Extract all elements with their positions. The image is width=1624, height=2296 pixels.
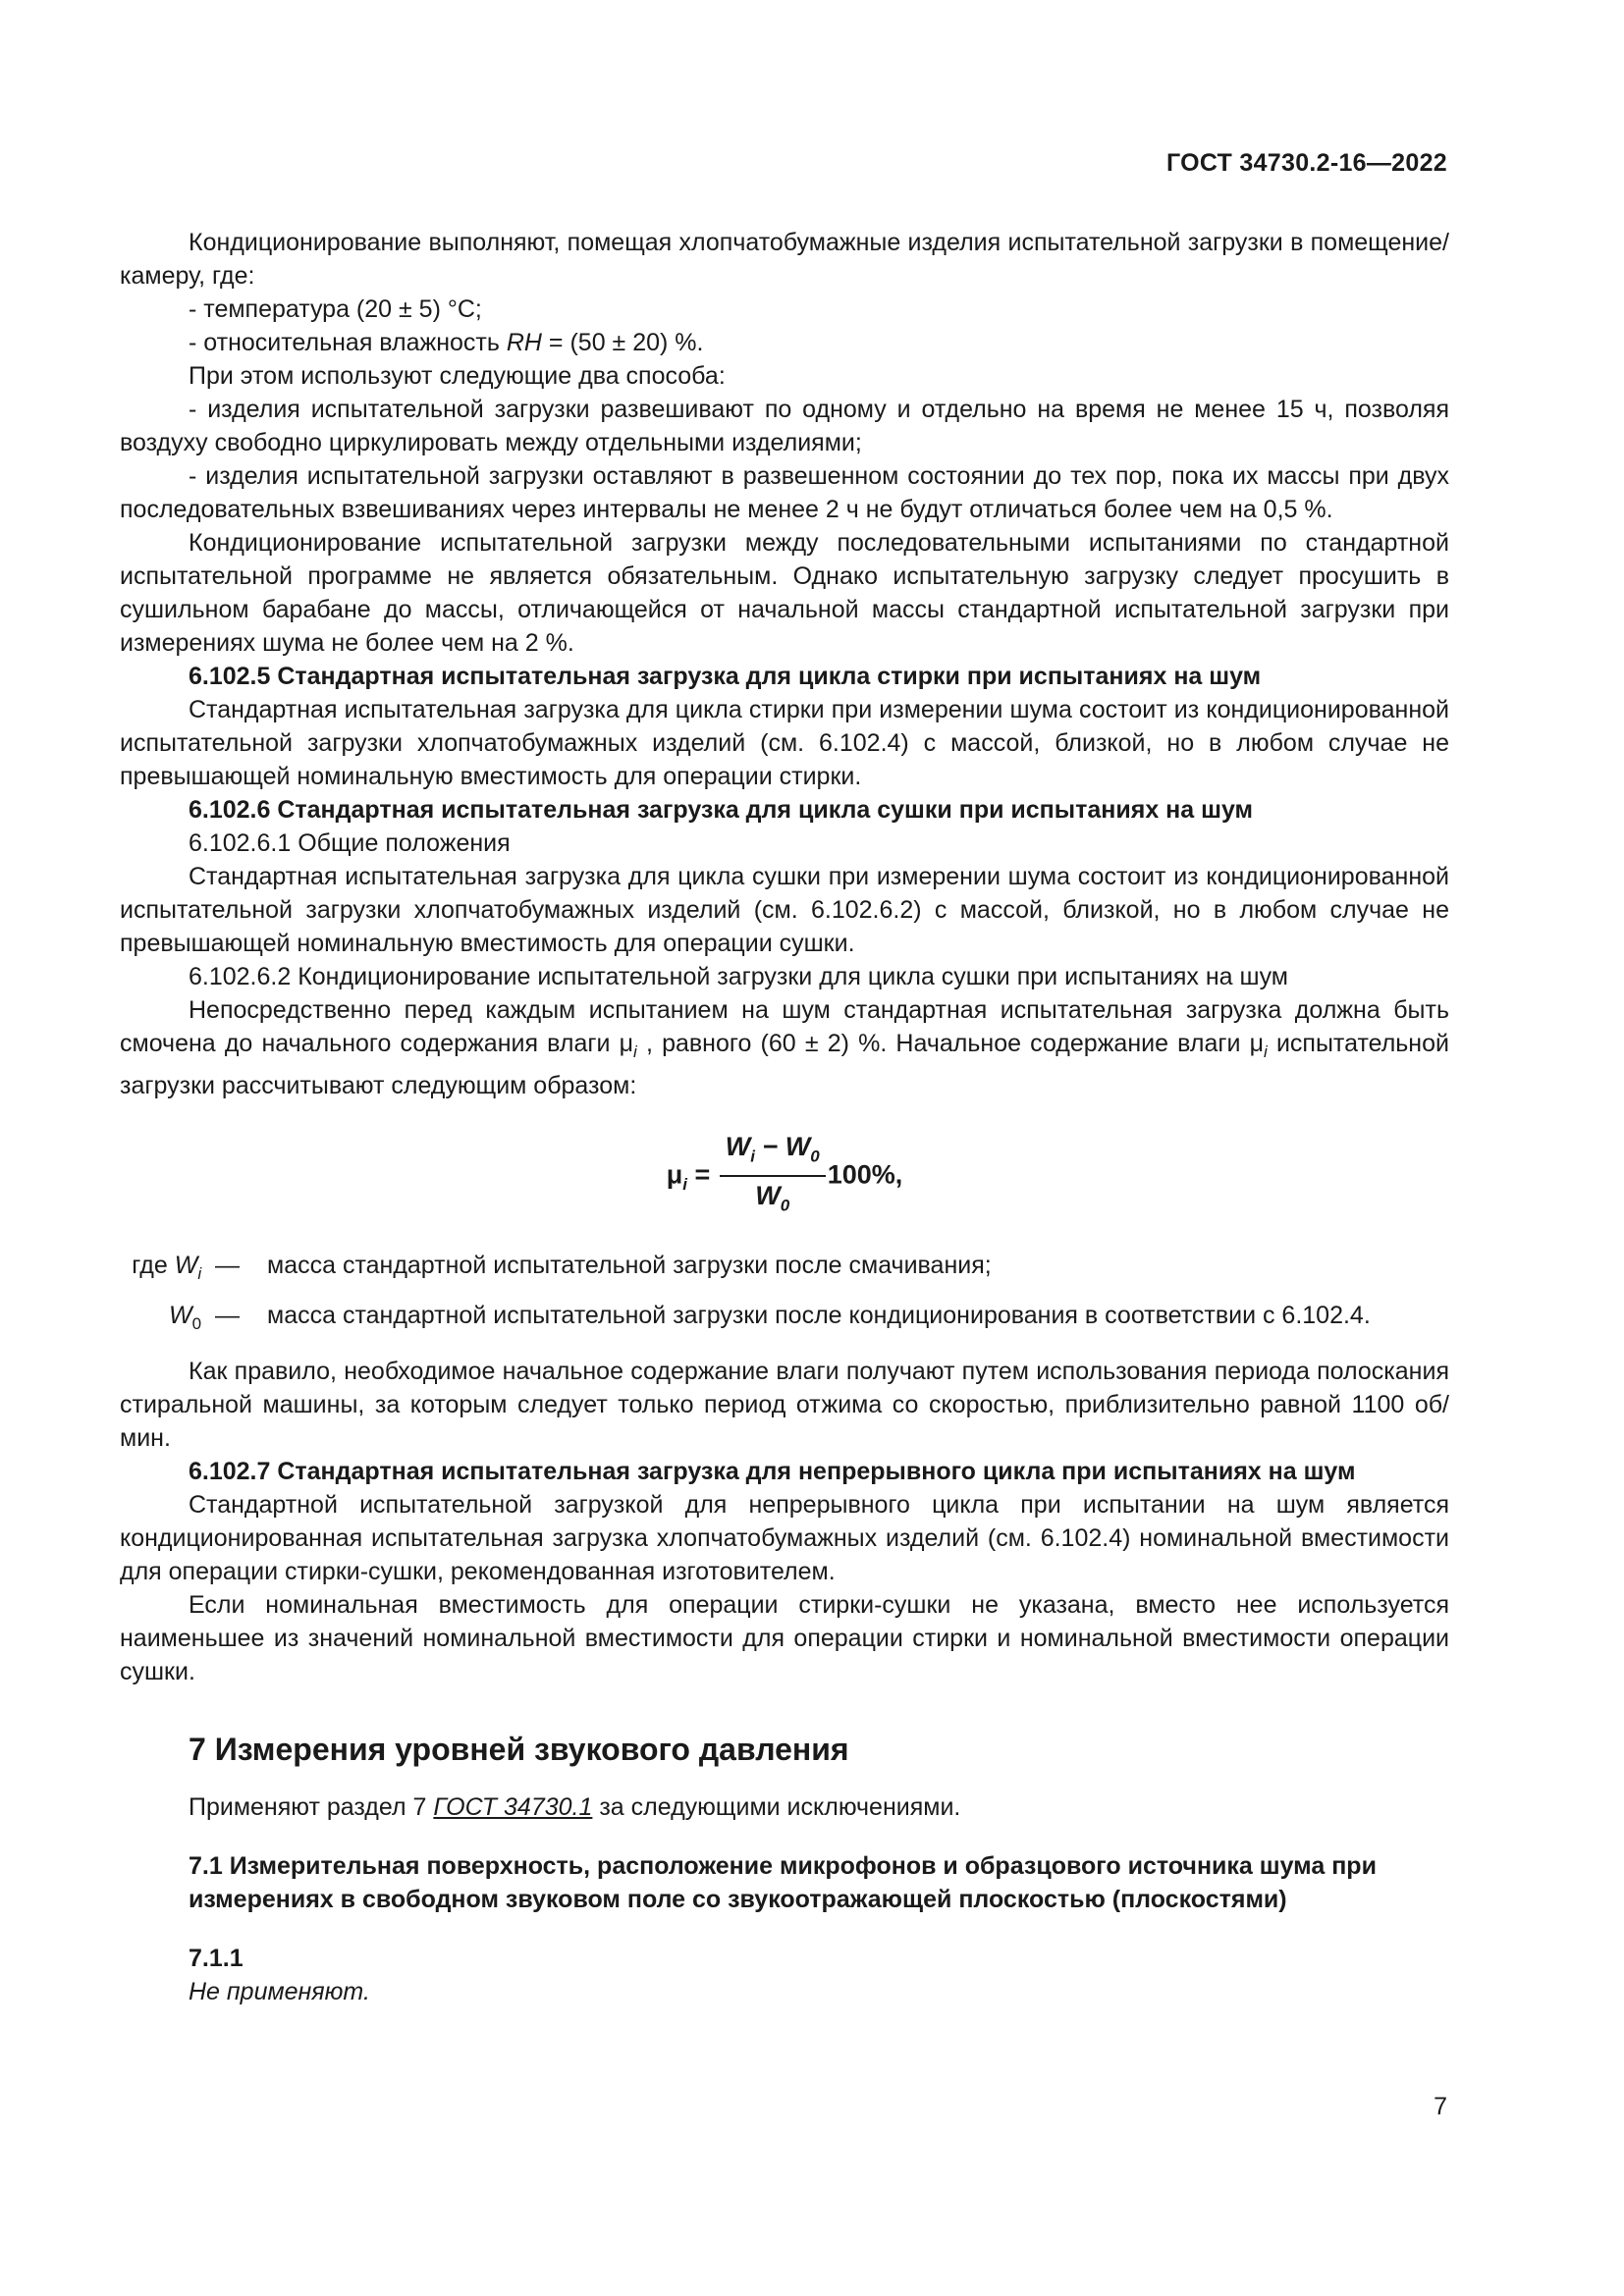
legend-symbol: [120, 1249, 267, 1291]
formula-equals: =: [686, 1159, 711, 1190]
subscript: i: [633, 1042, 637, 1061]
paragraph: При этом используют следующие два способа:: [189, 362, 726, 390]
formula-symbol: μ: [666, 1159, 683, 1190]
text-run: где: [132, 1251, 175, 1279]
legend-dash: —: [215, 1251, 240, 1279]
section-7-title: 7 Измерения уровней звукового давления: [189, 1731, 849, 1767]
formula-numerator: [720, 1130, 826, 1177]
subscript: i: [1264, 1042, 1268, 1061]
legend-description: масса стандартной испытательной загрузки после смачивания;: [267, 1251, 992, 1279]
paragraph: Если номинальная вместимость для операции стирки-сушки не указана, вместо нее используется наименьшее из значений номинальной вместимости для операции стирки и номинальной вместимости операции сушки.: [120, 1590, 1449, 1685]
page-number: 7: [1434, 2093, 1447, 2120]
legend-subscript: i: [197, 1263, 202, 1283]
legend-description: масса стандартной испытательной загрузки после кондиционирования в соответствии с 6.102.4.: [267, 1301, 1371, 1329]
paragraph: Кондиционирование выполняют, помещая хлопчатобумажные изделия испытательной загрузки в помещение/камеру, где:: [120, 229, 1449, 290]
text-run: Применяют раздел 7: [189, 1792, 434, 1821]
paragraph: 6.102.6.2 Кондиционирование испытательной загрузки для цикла сушки при испытаниях на шум: [189, 963, 1288, 990]
text-run: - относительная влажность: [189, 329, 507, 356]
formula-tail: 100%,: [827, 1159, 903, 1190]
clause-heading-7-1-1: 7.1.1: [189, 1944, 244, 1972]
clause-7-1-1-text: Не применяют.: [189, 1977, 370, 2005]
formula-legend: [120, 1249, 1449, 1341]
formula-symbol: W: [755, 1181, 781, 1211]
paragraph: - изделия испытательной загрузки развешивают по одному и отдельно на время не менее 15 ч, позволяя воздуху свободно циркулировать между отдельными изделиями;: [120, 396, 1449, 456]
legend-var: W: [169, 1301, 192, 1329]
text-run: Непосредственно перед каждым испытанием на шум стандартная испытательная загрузка должна быть смочена до начального содержания влаги μ: [120, 996, 1449, 1057]
legend-symbol: [120, 1299, 267, 1341]
text-run: = (50 ± 20) %.: [541, 329, 704, 356]
text-run: , равного (60 ± 2) %. Начальное содержание влаги μ: [636, 1030, 1265, 1057]
legend-dash: —: [215, 1301, 240, 1329]
formula-subscript: i: [750, 1147, 755, 1166]
text-run: испытательной загрузки рассчитывают следующим образом:: [120, 1030, 1449, 1099]
paragraph: Стандартной испытательной загрузкой для непрерывного цикла при испытании на шум является кондиционированная испытательная загрузка хлопчатобумажных изделий (см. 6.102.4) номинальной вместимости для операции стирки-сушки, рекомендованная изготовителем.: [120, 1490, 1449, 1585]
formula-subscript: 0: [810, 1147, 820, 1166]
paragraph: Как правило, необходимое начальное содержание влаги получают путем использования периода полоскания стиральной машины, за которым следует только период отжима со скоростью, приблизительно равной 1100 об/мин.: [120, 1357, 1449, 1452]
clause-heading-6-102-7: 6.102.7 Стандартная испытательная загрузка для непрерывного цикла при испытаниях на шум: [189, 1457, 1356, 1485]
legend-subscript: 0: [191, 1313, 202, 1333]
legend-var: W: [174, 1251, 198, 1279]
paragraph: [120, 993, 1449, 1102]
section-7-intro: [189, 1790, 1449, 1824]
document-code-header: ГОСТ 34730.2-16—2022: [1165, 149, 1447, 177]
formula-subscript: 0: [780, 1196, 790, 1215]
page-content: [120, 226, 1449, 2008]
formula-symbol: W: [725, 1132, 751, 1161]
paragraph: Стандартная испытательная загрузка для цикла стирки при измерении шума состоит из кондиционированной испытательной загрузки хлопчатобумажных изделий (см. 6.102.4) с массой, близкой, но в любом случае не превышающей номинальную вместимость для операции стирки.: [120, 696, 1449, 790]
formula-minus: −: [754, 1132, 785, 1161]
formula-subscript: i: [682, 1174, 687, 1194]
clause-heading-6-102-6: 6.102.6 Стандартная испытательная загрузка для цикла сушки при испытаниях на шум: [189, 796, 1254, 824]
paragraph: - изделия испытательной загрузки оставляют в развешенном состоянии до тех пор, пока их массы при двух последовательных взвешиваниях через интервалы не менее 2 ч не будут отличаться более чем на 0,5 %.: [120, 462, 1449, 523]
paragraph: [120, 326, 1449, 359]
clause-heading-6-102-5: 6.102.5 Стандартная испытательная загрузка для цикла стирки при испытаниях на шум: [189, 663, 1262, 690]
moisture-formula: [120, 1130, 1449, 1223]
variable-rh: RH: [506, 329, 542, 356]
gost-reference-link[interactable]: ГОСТ 34730.1: [433, 1792, 593, 1821]
paragraph: 6.102.6.1 Общие положения: [189, 829, 511, 857]
paragraph: Стандартная испытательная загрузка для цикла сушки при измерении шума состоит из кондиционированной испытательной загрузки хлопчатобумажных изделий (см. 6.102.6.2) с массой, близкой, но в любом случае не превышающей номинальную вместимость для операции сушки.: [120, 863, 1449, 957]
text-run: за следующими исключениями.: [592, 1792, 961, 1821]
clause-heading-7-1: 7.1 Измерительная поверхность, расположение микрофонов и образцового источника шума при измерениях в свободном звуковом поле со звукоотражающей плоскостью (плоскостями): [189, 1851, 1377, 1913]
formula-denominator: [720, 1177, 826, 1222]
formula-fraction: [720, 1130, 826, 1223]
formula-symbol: W: [785, 1132, 811, 1161]
paragraph: Кондиционирование испытательной загрузки между последовательными испытаниями по стандартной испытательной программе не является обязательным. Однако испытательную загрузку следует просушить в сушильном барабане до массы, отличающейся от начальной массы стандартной испытательной загрузки при измерениях шума не более чем на 2 %.: [120, 529, 1449, 657]
paragraph: - температура (20 ± 5) °С;: [189, 295, 482, 323]
